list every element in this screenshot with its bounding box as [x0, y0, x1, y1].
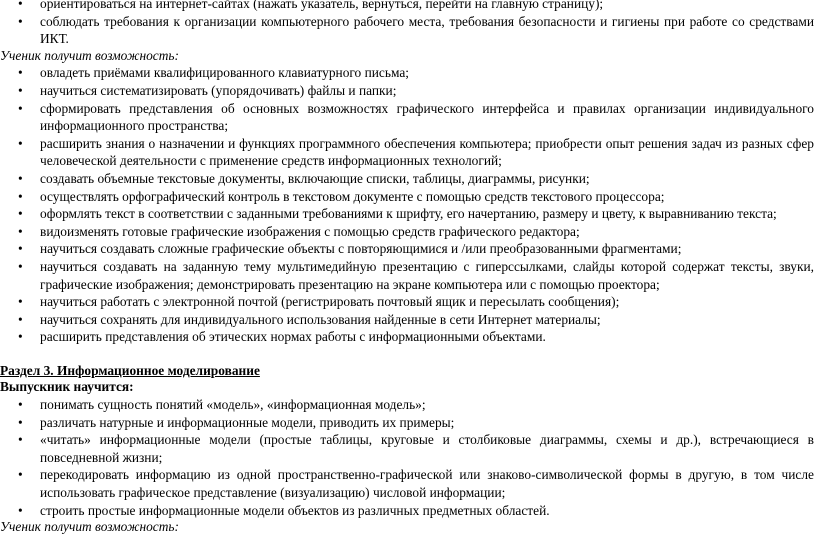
list-item: • ориентироваться на интернет-сайтах (нажать указатель, вернуться, перейти на главную страницу); [0, 0, 816, 13]
list-item: • научиться систематизировать (упорядочивать) файлы и папки; [0, 82, 816, 100]
paragraph-spacer [0, 346, 816, 363]
graduate-lead: Выпускник научится: [0, 379, 134, 395]
possibility-lead: Ученик получит возможность: [0, 47, 179, 63]
list-item: • осуществлять орфографический контроль в текстовом документе с помощью средств текстового процессора; [0, 188, 816, 206]
list-item: • различать натурные и информационные модели, приводить их примеры; [0, 414, 816, 432]
list-item: • расширить представления об этических нормах работы с информационными объектами. [0, 328, 816, 346]
list-item: • видоизменять готовые графические изображения с помощью средств графического редактора; [0, 223, 816, 241]
list-item: • научиться создавать на заданную тему мультимедийную презентацию с гиперссылками, слайды которой содержат тексты, звуки, графические изображения; демонстрировать презентацию на экране компьютера или с помощью проектора; [0, 258, 816, 293]
list-item: • создавать объемные текстовые документы, включающие списки, таблицы, диаграммы, рисунки; [0, 170, 816, 188]
list-item: • овладеть приёмами квалифицированного клавиатурного письма; [0, 64, 816, 82]
list-item: • сформировать представления об основных возможностях графического интерфейса и правилах организации индивидуального информационного пространства; [0, 100, 816, 135]
list-item: • научиться работать с электронной почтой (регистрировать почтовый ящик и пересылать сообщения); [0, 293, 816, 311]
list-item: • строить простые информационные модели объектов из различных предметных областей. [0, 502, 816, 520]
list-item: • научиться сохранять для индивидуального использования найденные в сети Интернет материалы; [0, 311, 816, 329]
section-title-text: Раздел 3. Информационное моделирование [0, 362, 260, 378]
list-item: • понимать сущность понятий «модель», «информационная модель»; [0, 396, 816, 414]
list-item: • расширить знания о назначении и функциях программного обеспечения компьютера; приобрести опыт решения задач из разных сфер человеческой деятельности с применение средств информационных технологий; [0, 135, 816, 170]
section-title [0, 363, 816, 380]
possibility-lead: Ученик получит возможность: [0, 519, 179, 535]
list-item: • соблюдать требования к организации компьютерного рабочего места, требования безопасности и гигиены при работе со средствами ИКТ. [0, 13, 816, 48]
list-item: • научиться создавать сложные графические объекты с повторяющимися и /или преобразованными фрагментами; [0, 240, 816, 258]
list-item: • перекодировать информацию из одной пространственно-графической или знаково-символической формы в другую, в том числе использовать графическое представление (визуализацию) числовой информации; [0, 466, 816, 501]
list-item: • «читать» информационные модели (простые таблицы, круговые и столбиковые диаграммы, схемы и др.), встречающиеся в повседневной жизни; [0, 431, 816, 466]
list-item: • оформлять текст в соответствии с заданными требованиями к шрифту, его начертанию, размеру и цвету, к выравниванию текста; [0, 205, 816, 223]
